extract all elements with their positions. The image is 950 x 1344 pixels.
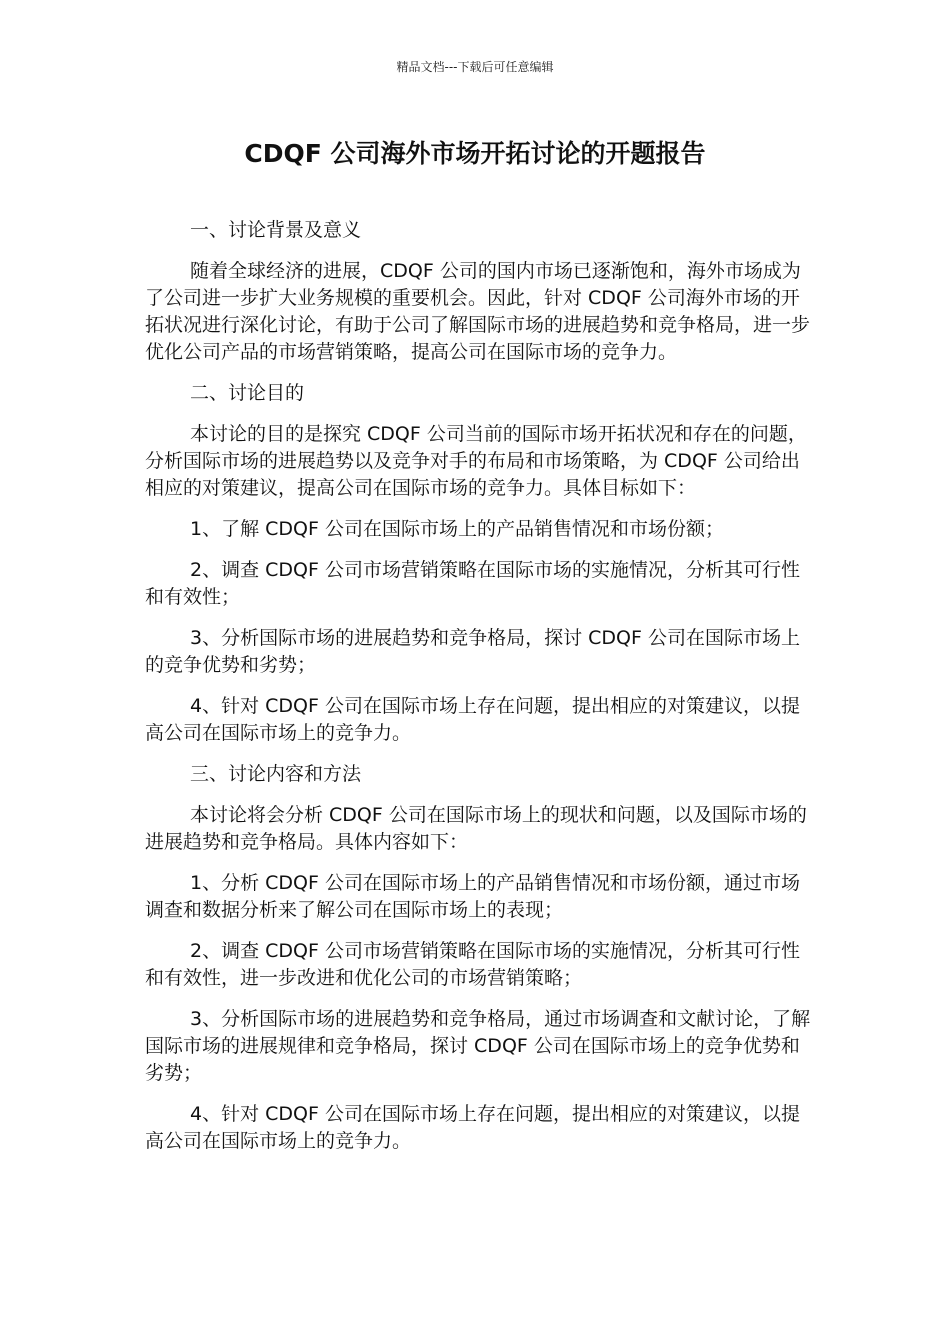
purpose-list-item: 2、调查 CDQF 公司市场营销策略在国际市场的实施情况，分析其可行性和有效性； (145, 559, 800, 608)
purpose-list-item: 4、针对 CDQF 公司在国际市场上存在问题，提出相应的对策建议，以提高公司在国际市场上的竞争力。 (145, 695, 800, 744)
purpose-list-item: 3、分析国际市场的进展趋势和竞争格局，探讨 CDQF 公司在国际市场上的竞争优势和劣势； (145, 627, 800, 676)
content-list-item: 2、调查 CDQF 公司市场营销策略在国际市场的实施情况，分析其可行性和有效性，进一步改进和优化公司的市场营销策略； (145, 940, 800, 989)
document-title: CDQF 公司海外市场开拓讨论的开题报告 (244, 139, 706, 168)
paragraph-purpose: 本讨论的目的是探究 CDQF 公司当前的国际市场开拓状况和存在的问题，分析国际市场的进展趋势以及竞争对手的布局和市场策略，为 CDQF 公司给出相应的对策建议，提高公司在国际市场的竞争力。具体目标如下： (145, 423, 807, 499)
content-list-item: 3、分析国际市场的进展趋势和竞争格局，通过市场调查和文献讨论，了解国际市场的进展规律和竞争格局，探讨 CDQF 公司在国际市场上的竞争优势和劣势； (145, 1008, 811, 1084)
content-list-item: 4、针对 CDQF 公司在国际市场上存在问题，提出相应的对策建议，以提高公司在国际市场上的竞争力。 (145, 1103, 800, 1152)
section-heading-background: 一、讨论背景及意义 (190, 219, 362, 241)
purpose-list-item: 1、了解 CDQF 公司在国际市场上的产品销售情况和市场份额； (190, 518, 724, 540)
content-list-item: 1、分析 CDQF 公司在国际市场上的产品销售情况和市场份额，通过市场调查和数据分析来了解公司在国际市场上的表现； (145, 872, 800, 921)
paragraph-content-methods: 本讨论将会分析 CDQF 公司在国际市场上的现状和问题，以及国际市场的进展趋势和竞争格局。具体内容如下： (145, 804, 807, 853)
header-note: 精品文档---下载后可任意编辑 (396, 60, 554, 74)
document-body (145, 217, 815, 1169)
section-heading-content-methods: 三、讨论内容和方法 (190, 763, 362, 785)
paragraph-background: 随着全球经济的进展，CDQF 公司的国内市场已逐渐饱和，海外市场成为了公司进一步扩大业务规模的重要机会。因此，针对 CDQF 公司海外市场的开拓状况进行深化讨论，有助于公司了解国际市场的进展趋势和竞争格局，进一步优化公司产品的市场营销策略，提高公司在国际市场的竞争力。 (145, 260, 811, 363)
section-heading-purpose: 二、讨论目的 (190, 382, 305, 404)
